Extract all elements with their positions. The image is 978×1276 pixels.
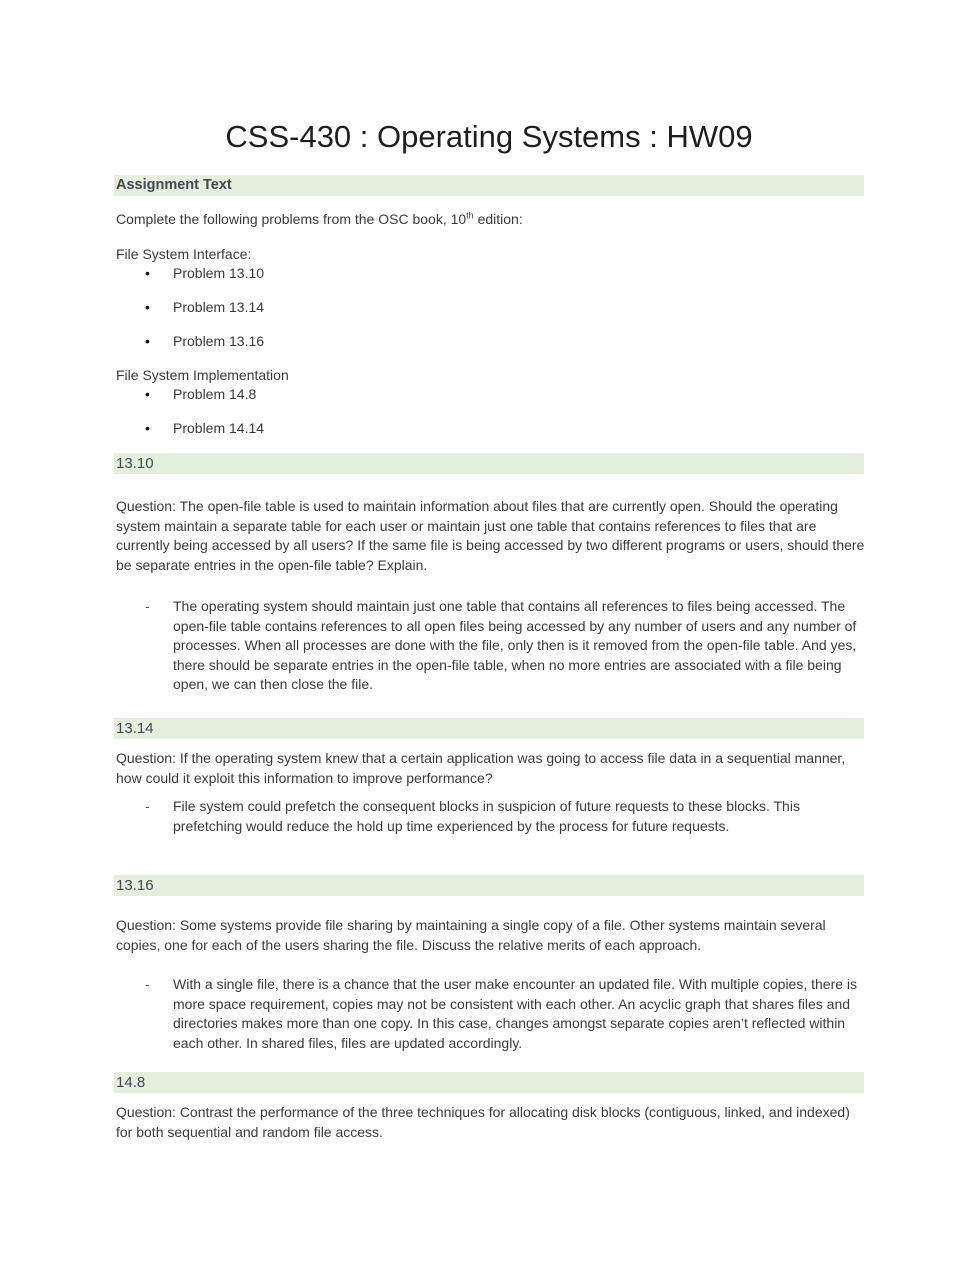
answer-13-14: File system could prefetch the consequent blocks in suspicion of future requests to these blocks. This prefetching would reduce the hold up time experienced by the process for future requests.: [173, 798, 800, 834]
list-item: Problem 14.8: [173, 386, 257, 402]
question-13-10: Question: The open-file table is used to maintain information about files that are currently open. Should the operating system maintain a separate table for each user or maintain just one table that contains references to files that are currently being accessed by all users? If the same file is being accessed by two different programs or users, should there be separate entries in the open-file table? Explain.: [116, 498, 865, 573]
bullet-icon: •: [145, 420, 150, 436]
intro-text: Complete the following problems from the OSC book, 10: [116, 211, 467, 227]
bullet-icon: •: [145, 333, 150, 349]
assignment-intro: [116, 210, 868, 230]
answer-13-10: The operating system should maintain just one table that contains all references to files being accessed. The open-file table contains references to all open files being accessed by any number of users and any number of processes. When all processes are done with the file, only then is it removed from the open-file table. And yes, there should be separate entries in the open-file table, when no more entries are associated with a file being open, we can then close the file.: [173, 598, 857, 692]
intro-superscript: th: [466, 210, 474, 221]
group-label-implementation: File System Implementation: [116, 367, 289, 383]
list-item: Problem 13.16: [173, 333, 265, 349]
list-item: Problem 13.14: [173, 299, 265, 315]
list-item: Problem 14.14: [173, 420, 265, 436]
page-title: CSS-430 : Operating Systems : HW09: [225, 119, 753, 154]
bullet-icon: •: [145, 265, 150, 281]
question-14-8: Question: Contrast the performance of the three techniques for allocating disk blocks (contiguous, linked, and indexed) for both sequential and random file access.: [116, 1104, 850, 1140]
list-item: Problem 13.10: [173, 265, 265, 281]
section-heading-13-16: 13.16: [114, 875, 864, 896]
section-heading-13-10: 13.10: [114, 453, 864, 474]
answer-marker: -: [145, 598, 150, 614]
question-13-14: Question: If the operating system knew that a certain application was going to access file data in a sequential manner, how could it exploit this information to improve performance?: [116, 750, 846, 786]
answer-13-16: With a single file, there is a chance that the user make encounter an updated file. With multiple copies, there is more space requirement, copies may not be consistent with each other. An acyclic graph that shares files and directories makes more than one copy. In this case, changes amongst separate copies aren’t reflected within each other. In shared files, files are updated accordingly.: [173, 976, 858, 1051]
group-label-interface: File System Interface:: [116, 246, 252, 262]
intro-text-end: edition:: [473, 211, 523, 227]
question-13-16: Question: Some systems provide file sharing by maintaining a single copy of a file. Other systems maintain several copies, one for each of the users sharing the file. Discuss the relative merits of each approach.: [116, 917, 826, 953]
section-heading-14-8: 14.8: [114, 1072, 864, 1093]
bullet-icon: •: [145, 386, 150, 402]
answer-marker: -: [145, 798, 150, 814]
section-heading-13-14: 13.14: [114, 718, 864, 739]
bullet-icon: •: [145, 299, 150, 315]
assignment-heading: Assignment Text: [114, 175, 864, 196]
answer-marker: -: [145, 976, 150, 992]
